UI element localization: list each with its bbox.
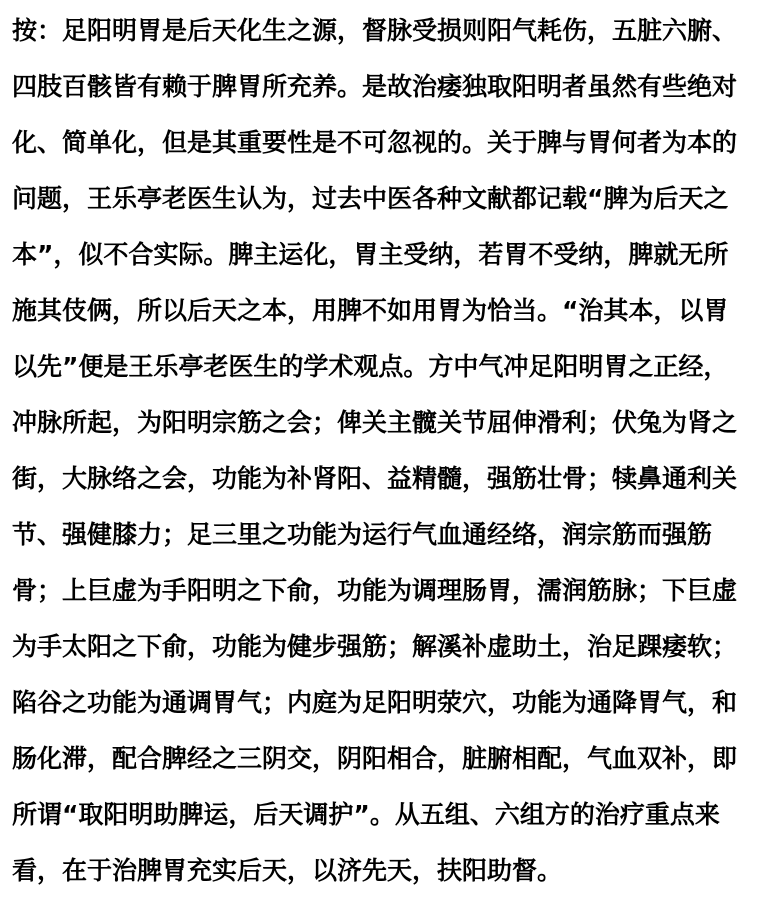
text-line-8: 冲脉所起，为阳明宗筋之会；俾关主髋关节屈伸滑利；伏兔为肾之 (12, 408, 738, 437)
text-line-10: 节、强健膝力；足三里之功能为运行气血通经络，润宗筋而强筋 (12, 520, 713, 549)
text-line-9: 街，大脉络之会，功能为补肾阳、益精髓，强筋壮骨；犊鼻通利关 (12, 464, 738, 493)
text-line-12: 为手太阳之下俞，功能为健步强筋；解溪补虚助土，治足踝痿软； (12, 632, 738, 661)
text-line-14: 肠化滞，配合脾经之三阴交，阴阳相合，脏腑相配，气血双补，即 (12, 744, 738, 773)
text-line-7: 以先”便是王乐亭老医生的学术观点。方中气冲足阳明胃之正经， (12, 352, 729, 381)
text-line-15: 所谓“取阳明助脾运，后天调护”。从五组、六组方的治疗重点来 (12, 800, 720, 829)
text-line-5: 本”，似不合实际。脾主运化，胃主受纳，若胃不受纳，脾就无所 (12, 240, 729, 269)
text-line-6: 施其伎俩，所以后天之本，用脾不如用胃为恰当。“治其本，以胃 (12, 296, 729, 325)
text-line-3: 化、简单化，但是其重要性是不可忽视的。关于脾与胃何者为本的 (12, 128, 738, 157)
text-line-16: 看，在于治脾胃充实后天，以济先天，扶阳助督。 (12, 856, 563, 885)
text-line-2: 四肢百骸皆有赖于脾胃所充养。是故治痿独取阳明者虽然有些绝对 (12, 72, 738, 101)
text-line-11: 骨；上巨虚为手阳明之下俞，功能为调理肠胃，濡润筋脉；下巨虚 (12, 576, 738, 605)
text-line-1: 按：足阳明胃是后天化生之源，督脉受损则阳气耗伤，五脏六腑、 (12, 16, 738, 45)
text-line-13: 陷谷之功能为通调胃气；内庭为足阳明荥穴，功能为通降胃气，和 (12, 688, 738, 717)
text-line-4: 问题，王乐亭老医生认为，过去中医各种文献都记载“脾为后天之 (12, 184, 729, 213)
